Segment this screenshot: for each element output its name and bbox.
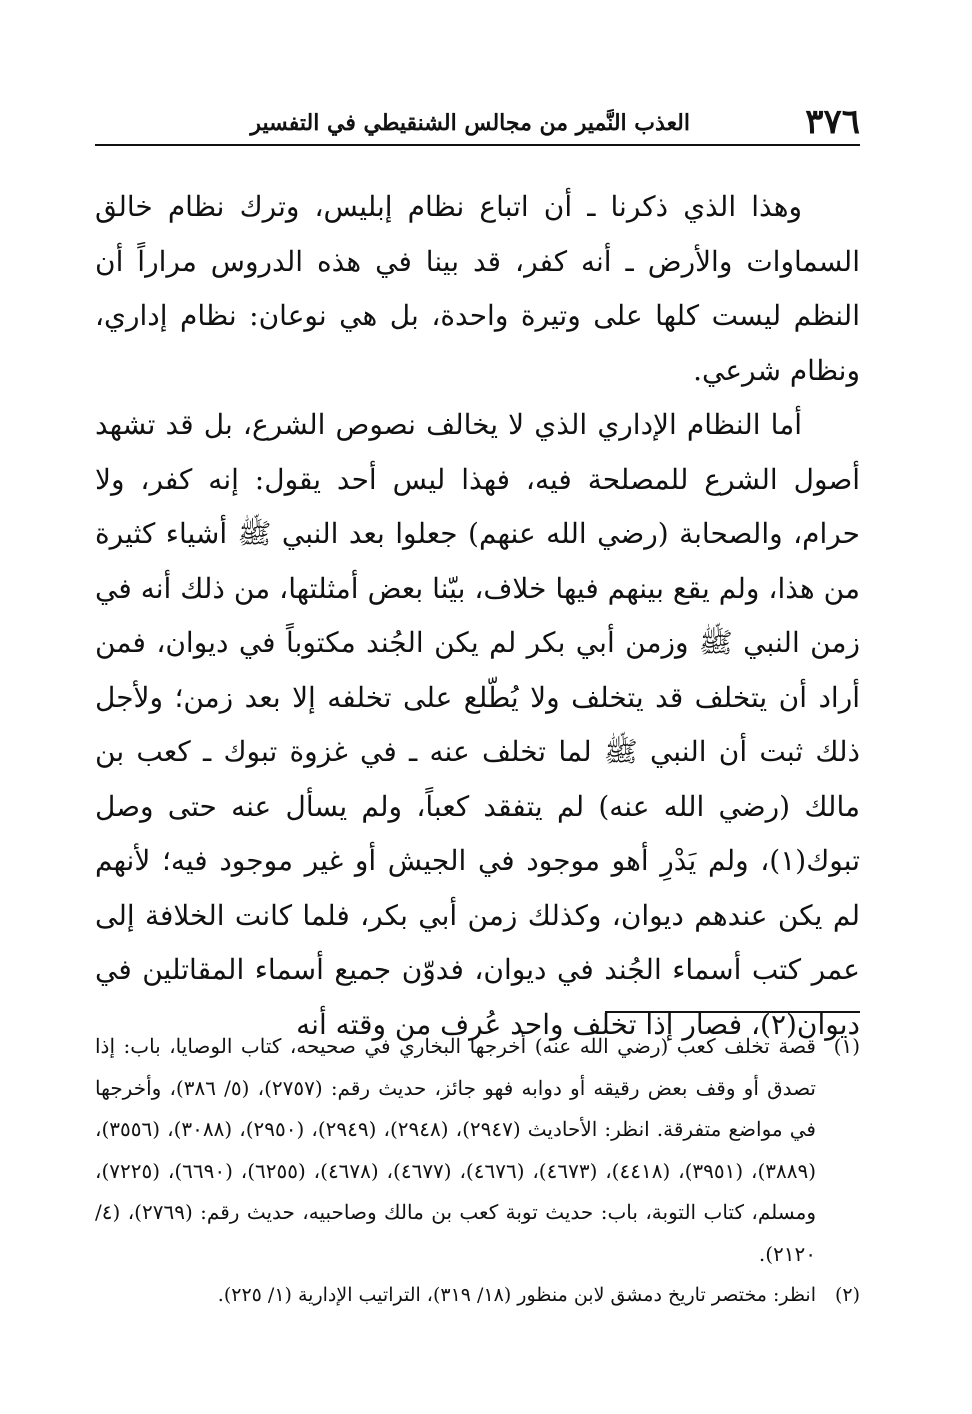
- footnote-text: انظر: مختصر تاريخ دمشق لابن منظور (١٨/ ٣١٩)، التراتيب الإدارية (١/ ٢٢٥).: [217, 1284, 816, 1306]
- footnote-1: [95, 1026, 860, 1275]
- footnotes: [95, 1026, 860, 1317]
- paragraph: أما النظام الإداري الذي لا يخالف نصوص الشرع، بل قد تشهد أصول الشرع للمصلحة فيه، فهذا ليس أحد يقول: إنه كفر، ولا حرام، والصحابة (رضي الله عنهم) جعلوا بعد النبي ﷺ أشياء كثيرة من هذا، ولم يقع بينهم فيها خلاف، بيّنا بعض أمثلتها، من ذلك أنه في زمن النبي ﷺ وزمن أبي بكر لم يكن الجُند مكتوباً في ديوان، فمن أراد أن يتخلف قد يتخلف ولا يُطّلع على تخلفه إلا بعد زمن؛ ولأجل ذلك ثبت أن النبي ﷺ لما تخلف عنه ـ في غزوة تبوك ـ كعب بن مالك (رضي الله عنه) لم يتفقد كعباً، ولم يسأل عنه حتى وصل تبوك(١)، ولم يَدْرِ أهو موجود في الجيش أو غير موجود فيه؛ لأنهم لم يكن عندهم ديوان، وكذلك زمن أبي بكر، فلما كانت الخلافة إلى عمر كتب أسماء الجُند في ديوان، فدوّن جميع أسماء المقاتلين في ديوان(٢)، فصار إذا تخلف واحد عُرف من وقته أنه: [95, 408, 860, 1041]
- footnote-number: (٢): [834, 1284, 860, 1306]
- paragraph: وهذا الذي ذكرنا ـ أن اتباع نظام إبليس، وترك نظام خالق السماوات والأرض ـ أنه كفر، قد بينا في هذه الدروس مراراً أن النظم ليست كلها على وتيرة واحدة، بل هي نوعان: نظام إداري، ونظام شرعي.: [95, 190, 860, 387]
- footnote-number: (١): [833, 1034, 860, 1058]
- footnote-2: [95, 1275, 860, 1317]
- footnote-divider: [605, 1011, 860, 1013]
- page-header: [95, 100, 860, 146]
- footnote-text: قصة تخلف كعب (رضي الله عنه) أخرجها البخاري في صحيحه، كتاب الوصايا، باب: إذا تصدق أو وقف بعض رقيقه أو دوابه فهو جائز، حديث رقم: (٢٧٥٧)، (٥/ ٣٨٦)، وأخرجها في مواضع متفرقة. انظر: الأحاديث (٢٩٤٧)، (٢٩٤٨)، (٢٩٤٩)، (٢٩٥٠)، (٣٠٨٨)، (٣٥٥٦)، (٣٨٨٩)، (٣٩٥١)، (٤٤١٨)، (٤٦٧٣)، (٤٦٧٦)، (٤٦٧٧)، (٤٦٧٨)، (٦٢٥٥)، (٦٦٩٠)، (٧٢٢٥)، ومسلم، كتاب التوبة، باب: حديث توبة كعب بن مالك وصاحبيه، حديث رقم: (٢٧٦٩)، (٤/ ٢١٢٠).: [95, 1034, 817, 1266]
- page-number: ٣٧٦: [805, 102, 860, 142]
- running-title: العذب النَّمير من مجالس الشنقيطي في التفسير: [250, 110, 690, 136]
- main-text: [95, 180, 860, 1052]
